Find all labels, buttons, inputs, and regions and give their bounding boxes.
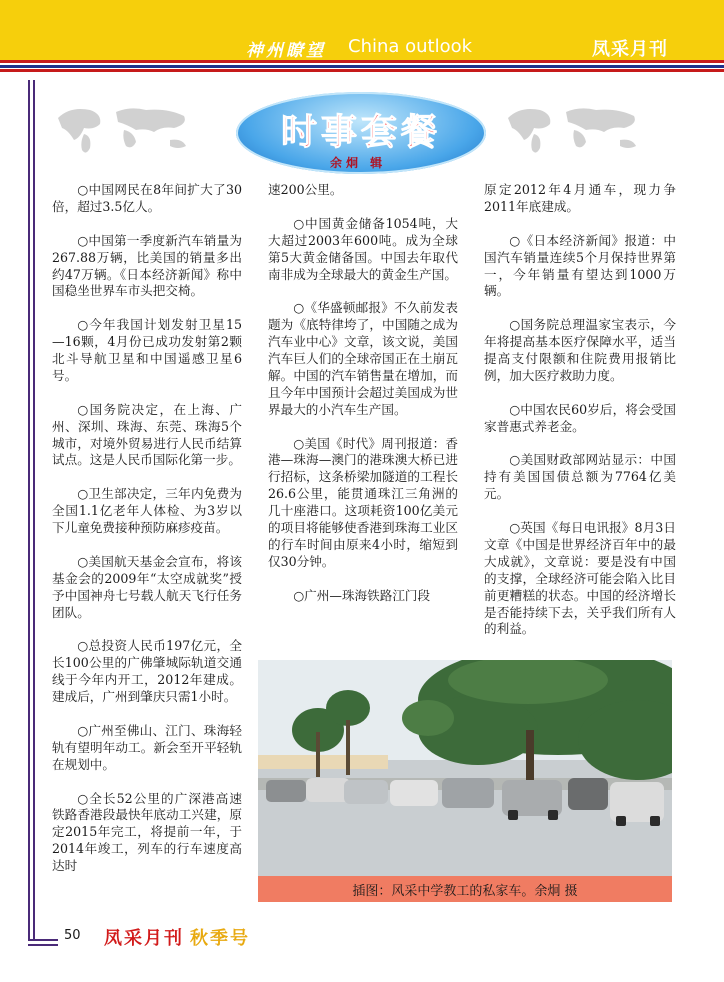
news-item: ○中国第一季度新汽车销量为267.88万辆，比美国的销量多出约47万辆。《日本经济新闻》称中国稳坐世界车市头把交椅。 — [52, 232, 242, 299]
news-item: ○中国农民60岁后，将会受国家普惠式养老金。 — [484, 401, 676, 434]
text-column-3 — [484, 182, 676, 655]
world-map-icon — [500, 100, 650, 158]
article-author: 余炯 辑 — [330, 156, 387, 170]
news-item: ○《华盛顿邮报》不久前发表题为《底特律垮了，中国随之成为汽车业中心》文章，该文说，美国汽车巨人们的全球帝国正在土崩瓦解。中国的汽车销售量在增加，而且今年中国预计会超过美国成为世界最大的小汽车生产国。 — [268, 300, 458, 417]
news-item: ○《日本经济新闻》报道：中国汽车销量连续5个月保持世界第一，今年销量有望达到1000万辆。 — [484, 232, 676, 299]
parking-lot-photo — [258, 660, 672, 902]
footer-magazine-title: 凤采月刊 — [104, 928, 184, 949]
bottom-border-decoration — [28, 939, 58, 946]
news-item: ○中国黄金储备1054吨，大大超过2003年600吨。成为全球第5大黄金储备国。中国去年取代南非成为全球最大的黄金生产国。 — [268, 215, 458, 282]
left-border-decoration — [28, 80, 35, 940]
news-item: ○国务院决定，在上海、广州、深圳、珠海、东莞、珠海5个城市，对境外贸易进行人民币结算试点。这是人民币国际化第一步。 — [52, 401, 242, 468]
footer-season: 秋季号 — [190, 928, 250, 949]
header-stripes — [0, 60, 724, 72]
header-en-title: China outlook — [348, 36, 473, 57]
world-map-icon — [50, 100, 200, 158]
news-item: ○美国《时代》周刊报道：香港—珠海—澳门的港珠澳大桥已进行招标，这条桥梁加隧道的工程长26.6公里，能贯通珠江三角洲的几十座港口。这项耗资100亿美元的项目将能够使香港到珠海工业区的行车时间由原来4小时，缩短到仅30分钟。 — [268, 435, 458, 569]
news-item: ○总投资人民币197亿元，全长100公里的广佛肇城际轨道交通线于今年内开工，2012年建成。建成后，广州到肇庆只需1小时。 — [52, 638, 242, 705]
news-item: ○全长52公里的广深港高速铁路香港段最快年底动工兴建，原定2015年完工，将提前一年，于2014年竣工，列车的行车速度高达时 — [52, 790, 242, 874]
news-item: 速200公里。 — [268, 182, 343, 197]
news-item: ○卫生部决定，三年内免费为全国1.1亿老年人体检、为3岁以下儿童免费接种预防麻疹疫苗。 — [52, 486, 242, 536]
news-item: ○国务院总理温家宝表示，今年将提高基本医疗保障水平，适当提高支付限额和住院费用报销比例，加大医疗救助力度。 — [484, 317, 676, 383]
photo-caption: 插图：风采中学教工的私家车。余炯 摄 — [352, 884, 578, 899]
news-item: ○今年我国计划发射卫星15—16颗，4月份已成功发射第2颗北斗导航卫星和中国遥感卫星6号。 — [52, 317, 242, 383]
news-item: ○广州—珠海铁路江门段 — [293, 587, 431, 603]
text-column-2 — [268, 182, 458, 621]
news-item: ○广州至佛山、江门、珠海轻轨有望明年动工。新会至开平轻轨在规划中。 — [52, 722, 242, 772]
page-number: 50 — [64, 928, 81, 943]
text-column-1 — [52, 182, 242, 892]
header-magazine-title: 凤采月刊 — [592, 39, 668, 60]
news-item: ○英国《每日电讯报》8月3日文章《中国是世界经济百年中的最大成就》，文章说：要是没有中国的支撑，全球经济可能会陷入比目前更糟糕的状态。中国的经济增长是否能持续下去，关乎我们所有人的利益。 — [484, 520, 676, 637]
header-cn-title: 神州瞭望 — [246, 41, 326, 61]
news-item: ○美国财政部网站显示：中国持有美国国债总额为7764亿美元。 — [484, 452, 676, 502]
news-item: ○美国航天基金会宣布，将该基金会的2009年“太空成就奖”授予中国神舟七号载人航天飞行任务团队。 — [52, 553, 242, 620]
news-item: 原定2012年4月通车，现力争2011年底建成。 — [484, 182, 676, 214]
article-title: 时事套餐 — [280, 112, 441, 153]
news-item: ○中国网民在8年间扩大了30倍，超过3.5亿人。 — [52, 182, 242, 214]
